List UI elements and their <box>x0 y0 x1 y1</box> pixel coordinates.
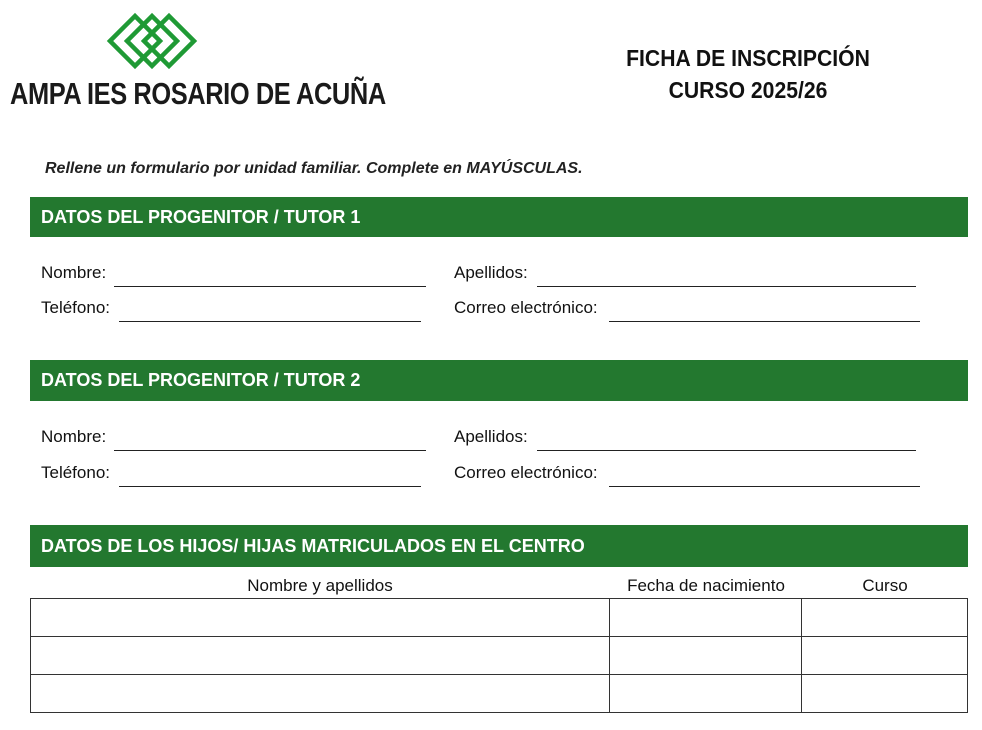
apellidos-label: Apellidos: <box>454 263 528 282</box>
form-title: FICHA DE INSCRIPCIÓN <box>626 45 870 71</box>
apellidos-input-line[interactable] <box>537 450 916 451</box>
nombre-cell[interactable] <box>31 637 610 675</box>
telefono-input-line[interactable] <box>119 321 421 322</box>
logo-text: AMPA IES ROSARIO DE ACUÑA <box>10 76 386 111</box>
tutor1-apellidos-field[interactable] <box>454 263 916 287</box>
column-header-nombre: Nombre y apellidos <box>247 576 393 595</box>
curso-cell[interactable] <box>802 599 968 637</box>
nombre-cell[interactable] <box>31 599 610 637</box>
correo-label: Correo electrónico: <box>454 463 598 482</box>
correo-label: Correo electrónico: <box>454 298 598 317</box>
table-row <box>31 637 968 675</box>
table-row <box>31 675 968 713</box>
tutor2-correo-field[interactable] <box>454 463 920 487</box>
nombre-input-line[interactable] <box>114 286 426 287</box>
instructions-text: Rellene un formulario por unidad familiar. Complete en MAYÚSCULAS. <box>45 160 583 177</box>
nombre-input-line[interactable] <box>114 450 426 451</box>
section-header-tutor-1: DATOS DEL PROGENITOR / TUTOR 1 <box>30 197 968 237</box>
section-header-tutor-2: DATOS DEL PROGENITOR / TUTOR 2 <box>30 360 968 401</box>
fecha-cell[interactable] <box>610 599 802 637</box>
apellidos-label: Apellidos: <box>454 427 528 446</box>
telefono-label: Teléfono: <box>41 298 110 317</box>
tutor1-nombre-field[interactable] <box>41 263 426 287</box>
nombre-cell[interactable] <box>31 675 610 713</box>
fecha-cell[interactable] <box>610 637 802 675</box>
table-row <box>31 599 968 637</box>
tutor1-telefono-field[interactable] <box>41 298 421 322</box>
apellidos-input-line[interactable] <box>537 286 916 287</box>
column-header-fecha: Fecha de nacimiento <box>627 576 785 595</box>
tutor2-nombre-field[interactable] <box>41 427 426 451</box>
correo-input-line[interactable] <box>609 321 920 322</box>
tutor2-telefono-field[interactable] <box>41 463 421 487</box>
tutor1-correo-field[interactable] <box>454 298 920 322</box>
curso-cell[interactable] <box>802 637 968 675</box>
section-header-children: DATOS DE LOS HIJOS/ HIJAS MATRICULADOS EN EL CENTRO <box>30 525 968 567</box>
children-table <box>30 598 968 713</box>
tutor2-apellidos-field[interactable] <box>454 427 916 451</box>
correo-input-line[interactable] <box>609 486 920 487</box>
curso-cell[interactable] <box>802 675 968 713</box>
ampa-logo-icon <box>106 12 198 70</box>
fecha-cell[interactable] <box>610 675 802 713</box>
column-header-curso: Curso <box>862 576 908 595</box>
telefono-label: Teléfono: <box>41 463 110 482</box>
nombre-label: Nombre: <box>41 263 107 282</box>
telefono-input-line[interactable] <box>119 486 421 487</box>
course-year: CURSO 2025/26 <box>668 77 828 103</box>
nombre-label: Nombre: <box>41 427 107 446</box>
